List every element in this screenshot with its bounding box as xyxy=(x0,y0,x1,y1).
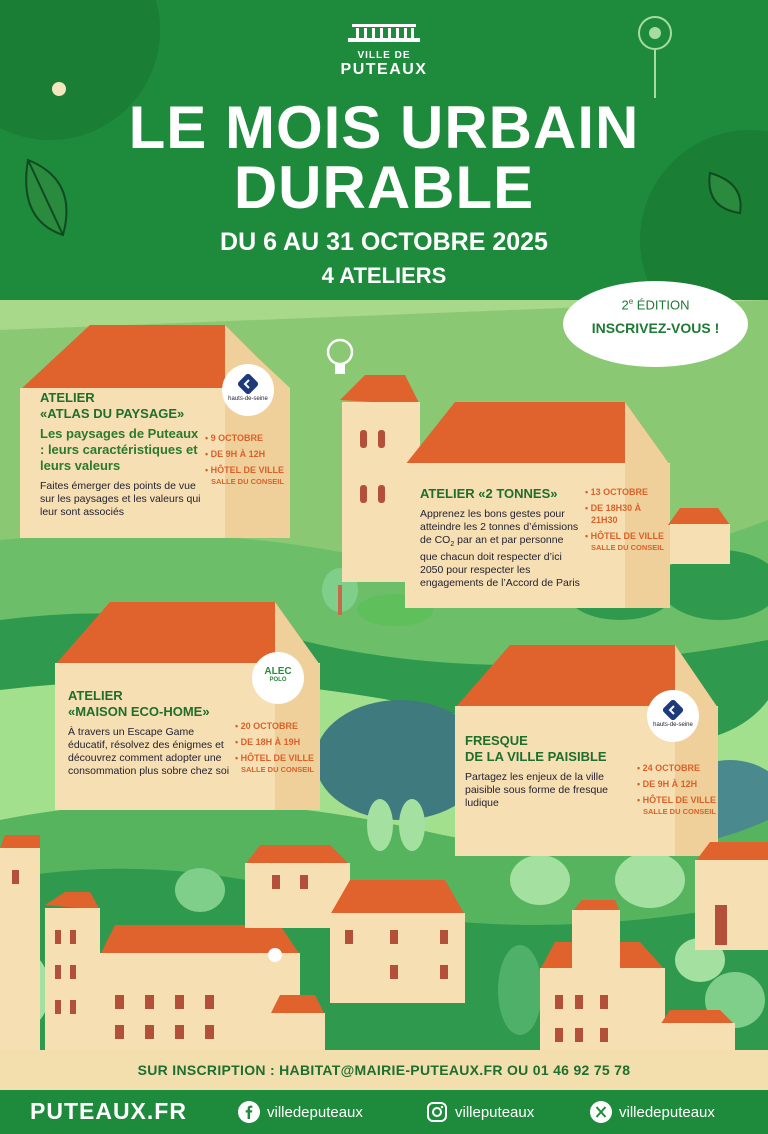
workshop-count: 4 ATELIERS xyxy=(321,263,447,288)
x-icon xyxy=(590,1101,612,1123)
instagram-link[interactable] xyxy=(426,1101,534,1123)
register-cta[interactable]: INSCRIVEZ-VOUS ! xyxy=(591,320,720,337)
footer xyxy=(0,1090,768,1134)
x-handle: villedeputeaux xyxy=(619,1103,715,1121)
header xyxy=(0,0,768,300)
workshop-room: SALLE DU CONSEIL xyxy=(643,807,716,816)
workshop-place: • HÔTEL DE VILLE xyxy=(205,465,284,475)
workshop-date: • 20 OCTOBRE xyxy=(235,721,298,731)
title-line-1: LE MOIS URBAIN xyxy=(128,94,640,161)
workshop-room: SALLE DU CONSEIL xyxy=(211,477,284,486)
partner-logo-hauts-de-seine xyxy=(647,690,699,742)
workshop-title-name: «ATLAS DU PAYSAGE» xyxy=(40,406,185,421)
workshop-date: • 9 OCTOBRE xyxy=(205,433,263,443)
workshop-description: Faites émerger des points de vue sur les paysages et les valeurs qui leur sont associés xyxy=(40,480,201,518)
workshop-details xyxy=(637,762,722,822)
workshop-time: • DE 18H À 19H xyxy=(235,737,301,747)
partner-subname: POLO xyxy=(269,677,287,683)
facebook-handle: villedeputeaux xyxy=(267,1103,363,1121)
dot-decoration xyxy=(52,82,66,96)
workshop-date: • 13 OCTOBRE xyxy=(585,487,648,497)
facebook-icon xyxy=(238,1101,260,1123)
workshop-fresque xyxy=(465,733,625,810)
workshop-description: Partagez les enjeux de la ville paisible sous forme de fresque ludique xyxy=(465,771,608,809)
website-link[interactable]: PUTEAUX.FR xyxy=(30,1098,187,1124)
workshop-title: FRESQUE xyxy=(465,733,528,748)
edition-label: 2e ÉDITION xyxy=(621,297,690,313)
city-logo xyxy=(0,20,768,79)
workshop-room: SALLE DU CONSEIL xyxy=(241,765,314,774)
workshop-description: À travers un Escape Game éducatif, résolvez des énigmes et découvrez comment adopter une consommation plus sobre chez soi xyxy=(68,726,230,777)
page-title xyxy=(0,94,768,221)
workshop-time: • DE 18H30 À 21H30 xyxy=(585,503,642,525)
logo-small-text: VILLE DE xyxy=(357,50,411,61)
workshop-2-tonnes xyxy=(420,486,580,590)
registration-contact[interactable]: SUR INSCRIPTION : HABITAT@MAIRIE-PUTEAUX.FR OU 01 46 92 75 78 xyxy=(0,1050,768,1090)
workshop-atlas xyxy=(40,390,205,519)
logo-city-name: PUTEAUX xyxy=(340,61,428,78)
workshop-title: ATELIER «2 TONNES» xyxy=(420,486,558,501)
workshop-place: • HÔTEL DE VILLE xyxy=(585,531,664,541)
workshop-title-name: «MAISON ECO-HOME» xyxy=(68,704,210,719)
partner-name: hauts-de-seine xyxy=(228,396,268,402)
partner-name: hauts-de-seine xyxy=(653,722,693,728)
instagram-icon xyxy=(426,1101,448,1123)
workshop-eco-home xyxy=(68,688,233,778)
workshop-room: SALLE DU CONSEIL xyxy=(591,543,664,552)
event-dates: DU 6 AU 31 OCTOBRE 2025 xyxy=(220,228,548,256)
facebook-link[interactable] xyxy=(238,1101,363,1123)
edition-badge[interactable] xyxy=(563,281,748,367)
title-line-2: DURABLE xyxy=(233,154,535,221)
workshop-time: • DE 9H À 12H xyxy=(637,779,698,789)
instagram-handle: villeputeaux xyxy=(455,1103,535,1121)
workshop-details xyxy=(205,432,290,492)
workshop-title: ATELIER xyxy=(40,390,95,405)
workshop-time: • DE 9H À 12H xyxy=(205,449,266,459)
workshop-details xyxy=(585,486,670,558)
partner-logo-hauts-de-seine xyxy=(222,364,274,416)
workshop-place: • HÔTEL DE VILLE xyxy=(235,753,314,763)
workshop-place: • HÔTEL DE VILLE xyxy=(637,795,716,805)
city-hall-icon xyxy=(344,20,424,44)
hauts-de-seine-icon xyxy=(238,374,258,394)
workshop-title-name: DE LA VILLE PAISIBLE xyxy=(465,749,607,764)
workshop-details xyxy=(235,720,320,780)
partner-name: ALEC xyxy=(264,666,292,677)
workshop-date: • 24 OCTOBRE xyxy=(637,763,700,773)
x-link[interactable] xyxy=(590,1101,715,1123)
workshop-title: ATELIER xyxy=(68,688,123,703)
partner-logo-alec xyxy=(252,652,304,704)
workshop-description: Apprenez les bons gestes pour atteindre les 2 tonnes d’émissions de $CO_2$ par an et par personne que chacun doit respecter d’ici 2050 pour respecter les engagements de l’Accord de Paris xyxy=(420,508,580,590)
hauts-de-seine-icon xyxy=(663,700,683,720)
workshop-subtitle: Les paysages de Puteaux : leurs caractéristiques et leurs valeurs xyxy=(40,426,199,473)
